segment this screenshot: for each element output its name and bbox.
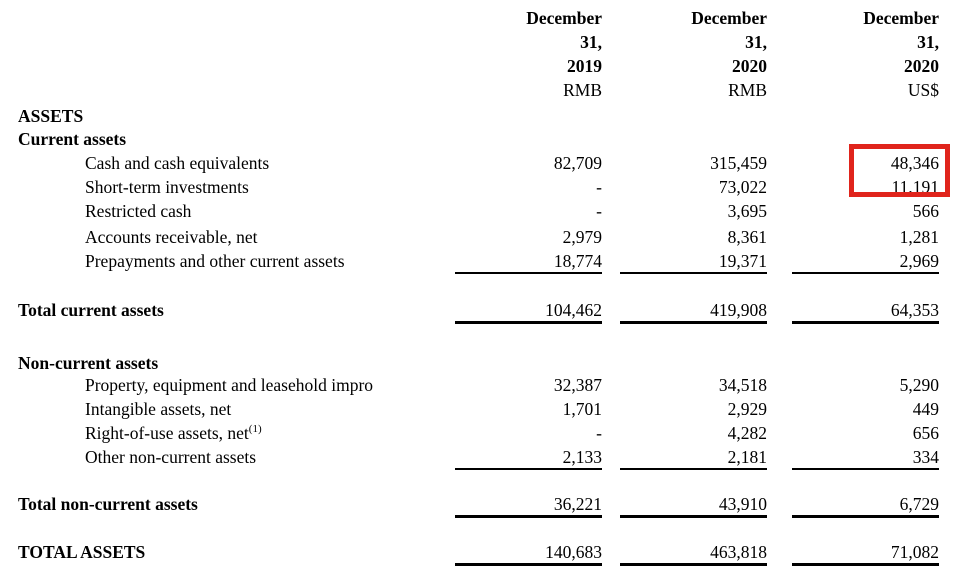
total-label: Total current assets — [18, 300, 164, 320]
value-2020-rmb: 315,459 — [710, 153, 767, 173]
table-row-total-current-assets — [0, 298, 954, 322]
header-year: 2020 — [732, 56, 767, 76]
value-2020-usd: 2,969 — [792, 249, 939, 274]
total-label: Total non-current assets — [18, 494, 198, 514]
section-header-current-assets — [0, 127, 954, 151]
table-row-right-of-use-assets — [0, 421, 954, 445]
value-2020-rmb: 2,181 — [620, 445, 767, 470]
row-label: Other non-current assets — [85, 447, 257, 467]
row-label: Right-of-use assets, net$^{(1)}$ — [85, 423, 262, 443]
row-label: Prepayments and other current assets — [85, 251, 345, 271]
value-2019-rmb: - — [596, 423, 602, 443]
header-month: December — [863, 8, 939, 28]
table-row-restricted-cash — [0, 199, 954, 223]
value-2020-usd: 6,729 — [792, 492, 939, 518]
header-day: 31, — [917, 32, 939, 52]
table-row-intangible-assets — [0, 397, 954, 421]
value-2020-usd: 5,290 — [899, 375, 939, 395]
header-year: 2019 — [567, 56, 602, 76]
row-label: Accounts receivable, net — [85, 227, 258, 247]
value-2020-usd: 71,082 — [792, 540, 939, 566]
value-2020-rmb: 19,371 — [620, 249, 767, 274]
section-header-non-current-assets — [0, 351, 954, 375]
value-2020-usd: 449 — [912, 399, 939, 419]
value-2019-rmb: 82,709 — [553, 153, 602, 173]
value-2019-rmb: - — [596, 201, 602, 221]
column-header-2020-usd — [792, 6, 939, 103]
table-row-accounts-receivable — [0, 225, 954, 249]
value-2019-rmb: 104,462 — [455, 298, 602, 324]
table-row-total-non-current-assets — [0, 492, 954, 516]
value-2019-rmb: - — [596, 177, 602, 197]
row-label: Restricted cash — [85, 201, 192, 221]
header-year: 2020 — [904, 56, 939, 76]
section-label: Non-current assets — [18, 353, 159, 373]
value-2019-rmb: 2,133 — [455, 445, 602, 470]
section-label: ASSETS — [18, 106, 84, 126]
column-header-2020-rmb — [620, 6, 767, 103]
value-2020-rmb: 3,695 — [727, 201, 767, 221]
table-row-other-non-current-assets — [0, 445, 954, 469]
header-currency: RMB — [728, 80, 767, 100]
value-2019-rmb: 2,979 — [562, 227, 602, 247]
header-day: 31, — [580, 32, 602, 52]
row-label: Short-term investments — [85, 177, 249, 197]
header-currency: US$ — [907, 80, 939, 100]
value-2020-usd: 64,353 — [792, 298, 939, 324]
row-label: Property, equipment and leasehold impro — [85, 375, 374, 395]
value-2019-rmb: 1,701 — [562, 399, 602, 419]
value-2019-rmb: 32,387 — [553, 375, 602, 395]
footnote-marker: (1) — [248, 423, 262, 436]
value-2019-rmb: 36,221 — [455, 492, 602, 518]
table-row-cash-and-cash-equivalents — [0, 151, 954, 175]
section-label: Current assets — [18, 129, 127, 149]
header-month: December — [691, 8, 767, 28]
value-2020-rmb: 4,282 — [727, 423, 767, 443]
value-2020-rmb: 463,818 — [620, 540, 767, 566]
value-2020-rmb: 43,910 — [620, 492, 767, 518]
table-row-prepayments — [0, 249, 954, 273]
value-2020-usd: 48,346 — [890, 153, 939, 173]
value-2020-usd: 656 — [912, 423, 939, 443]
header-day: 31, — [745, 32, 767, 52]
value-2020-rmb: 8,361 — [727, 227, 767, 247]
table-row-short-term-investments — [0, 175, 954, 199]
value-2020-usd: 11,191 — [891, 177, 939, 197]
header-month: December — [526, 8, 602, 28]
value-2020-usd: 1,281 — [899, 227, 939, 247]
header-currency: RMB — [563, 80, 602, 100]
table-row-property-equipment — [0, 373, 954, 397]
total-label: TOTAL ASSETS — [18, 542, 146, 562]
table-row-total-assets — [0, 540, 954, 564]
value-2020-usd: 334 — [792, 445, 939, 470]
highlight-box — [849, 144, 950, 197]
column-header-2019-rmb — [455, 6, 602, 103]
value-2019-rmb: 18,774 — [455, 249, 602, 274]
value-2020-rmb: 34,518 — [718, 375, 767, 395]
value-2020-rmb: 2,929 — [727, 399, 767, 419]
row-label: Cash and cash equivalents — [85, 153, 270, 173]
row-label: Intangible assets, net — [85, 399, 232, 419]
value-2019-rmb: 140,683 — [455, 540, 602, 566]
value-2020-rmb: 73,022 — [718, 177, 767, 197]
value-2020-rmb: 419,908 — [620, 298, 767, 324]
section-header-assets — [0, 104, 954, 128]
value-2020-usd: 566 — [912, 201, 939, 221]
